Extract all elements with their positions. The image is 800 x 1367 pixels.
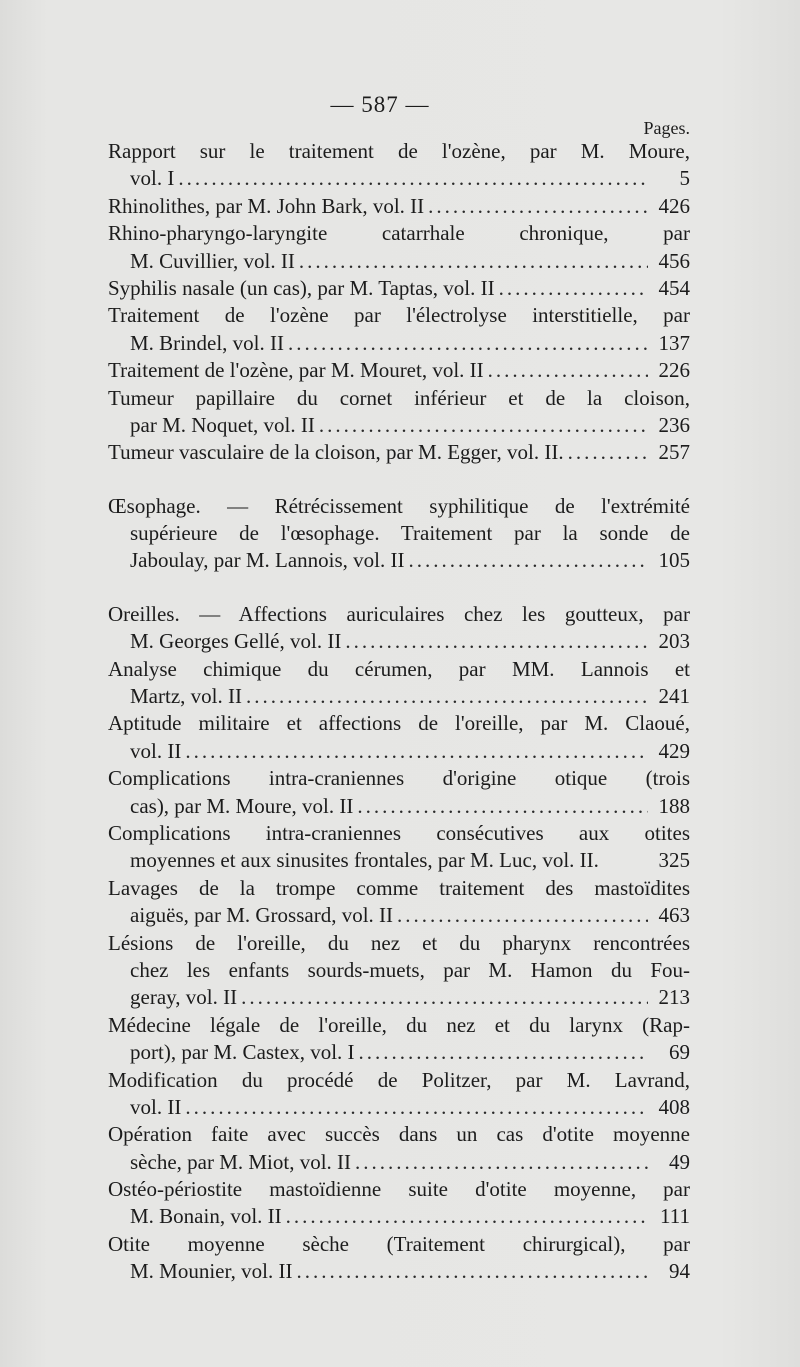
dot-leader bbox=[185, 1094, 648, 1121]
index-line bbox=[108, 984, 690, 1011]
entry-text: Traitement de l'ozène par l'électrolyse interstitielle, par bbox=[108, 303, 690, 328]
index-line bbox=[108, 412, 690, 439]
entry-text: vol. II bbox=[130, 1094, 182, 1119]
entry-text: Analyse chimique du cérumen, par MM. Lannois et bbox=[108, 656, 690, 681]
index-line bbox=[108, 1258, 690, 1285]
index-line bbox=[108, 1149, 690, 1176]
entry-page-number: 213 bbox=[658, 985, 690, 1010]
entry-page-number: 69 bbox=[669, 1040, 690, 1065]
entry-text: cas), par M. Moure, vol. II bbox=[130, 793, 354, 818]
index-line bbox=[108, 1203, 690, 1230]
entry-page-number: 94 bbox=[669, 1259, 690, 1284]
index-line bbox=[108, 1039, 690, 1066]
dot-leader bbox=[357, 793, 648, 820]
dot-leader bbox=[359, 1039, 648, 1066]
entry-text: Complications intra-craniennes consécutives aux otites bbox=[108, 820, 690, 845]
entry-text: port), par M. Castex, vol. I bbox=[130, 1040, 355, 1065]
entry-text: M. Georges Gellé, vol. II bbox=[130, 629, 342, 654]
entry-page-number: 188 bbox=[658, 793, 690, 818]
index-line bbox=[108, 875, 690, 902]
index-line bbox=[108, 220, 690, 247]
dot-leader bbox=[241, 984, 648, 1011]
entry-page-number: 5 bbox=[679, 166, 690, 191]
dot-leader bbox=[499, 275, 648, 302]
entry-page-number: 408 bbox=[658, 1094, 690, 1119]
index-line bbox=[108, 357, 690, 384]
dot-leader bbox=[185, 738, 648, 765]
index-line bbox=[108, 275, 690, 302]
entry-page-number: 49 bbox=[669, 1149, 690, 1174]
index-entries bbox=[108, 138, 690, 1286]
entry-text: Rhinolithes, par M. John Bark, vol. II bbox=[108, 193, 425, 218]
entry-text: Syphilis nasale (un cas), par M. Taptas, vol. II bbox=[108, 275, 495, 300]
index-line bbox=[108, 847, 690, 874]
index-line bbox=[108, 330, 690, 357]
dot-leader bbox=[288, 330, 648, 357]
entry-text: Jaboulay, par M. Lannois, vol. II bbox=[130, 548, 405, 573]
entry-text: Aptitude militaire et affections de l'oreille, par M. Claoué, bbox=[108, 711, 690, 736]
entry-text: vol. II bbox=[130, 738, 182, 763]
entry-text: Lésions de l'oreille, du nez et du pharynx rencontrées bbox=[108, 930, 690, 955]
section-gap bbox=[108, 467, 690, 493]
section-gap bbox=[108, 575, 690, 601]
dot-leader bbox=[319, 412, 648, 439]
entry-text: Lavages de la trompe comme traitement des mastoïdites bbox=[108, 875, 690, 900]
entry-text: Otite moyenne sèche (Traitement chirurgical), par bbox=[108, 1231, 690, 1256]
entry-page-number: 463 bbox=[658, 903, 690, 928]
entry-text: Ostéo-périostite mastoïdienne suite d'otite moyenne, par bbox=[108, 1177, 690, 1202]
index-line bbox=[108, 493, 690, 520]
index-line bbox=[108, 165, 690, 192]
entry-text: aiguës, par M. Grossard, vol. II bbox=[130, 903, 394, 928]
entry-text: M. Mounier, vol. II bbox=[130, 1259, 293, 1284]
index-line bbox=[108, 601, 690, 628]
dot-leader bbox=[568, 439, 648, 466]
entry-page-number: 454 bbox=[658, 275, 690, 300]
entry-text: chez les enfants sourds-muets, par M. Hamon du Fou- bbox=[130, 957, 690, 982]
index-line bbox=[108, 957, 690, 984]
index-line bbox=[108, 1176, 690, 1203]
entry-text: M. Brindel, vol. II bbox=[130, 330, 284, 355]
dot-leader bbox=[409, 547, 649, 574]
index-line bbox=[108, 193, 690, 220]
dot-leader bbox=[345, 628, 648, 655]
entry-text: par M. Noquet, vol. II bbox=[130, 412, 315, 437]
entry-page-number: 325 bbox=[658, 848, 690, 873]
index-line bbox=[108, 683, 690, 710]
entry-page-number: 456 bbox=[658, 248, 690, 273]
entry-text: Opération faite avec succès dans un cas d'otite moyenne bbox=[108, 1122, 690, 1147]
entry-text: M. Bonain, vol. II bbox=[130, 1204, 282, 1229]
index-line bbox=[108, 710, 690, 737]
entry-page-number: 236 bbox=[658, 412, 690, 437]
entry-page-number: 429 bbox=[658, 738, 690, 763]
index-line bbox=[108, 1121, 690, 1148]
entry-text: Rapport sur le traitement de l'ozène, par M. Moure, bbox=[108, 139, 690, 163]
dot-leader bbox=[488, 357, 648, 384]
entry-page-number: 137 bbox=[658, 330, 690, 355]
index-line bbox=[108, 1012, 690, 1039]
entry-page-number: 257 bbox=[658, 440, 690, 465]
entry-page-number: 203 bbox=[658, 629, 690, 654]
entry-text: Tumeur vasculaire de la cloison, par M. Egger, vol. II. bbox=[108, 440, 564, 465]
dot-leader bbox=[286, 1203, 648, 1230]
index-line bbox=[108, 1067, 690, 1094]
index-line bbox=[108, 547, 690, 574]
entry-text: Médecine légale de l'oreille, du nez et du larynx (Rap- bbox=[108, 1012, 690, 1037]
dot-leader bbox=[178, 165, 648, 192]
index-line bbox=[108, 628, 690, 655]
entry-text: vol. I bbox=[130, 166, 175, 191]
entry-text: Traitement de l'ozène, par M. Mouret, vol. II bbox=[108, 358, 484, 383]
entry-text: Rhino-pharyngo-laryngite catarrhale chronique, par bbox=[108, 221, 690, 246]
dot-leader bbox=[299, 248, 648, 275]
pages-column-label: Pages. bbox=[643, 118, 690, 138]
dot-leader bbox=[397, 902, 648, 929]
entry-text: Modification du procédé de Politzer, par M. Lavrand, bbox=[108, 1067, 690, 1092]
entry-text: sèche, par M. Miot, vol. II bbox=[130, 1149, 352, 1174]
index-line bbox=[108, 765, 690, 792]
entry-text: moyennes et aux sinusites frontales, par M. Luc, vol. II. bbox=[130, 848, 599, 873]
dot-leader bbox=[246, 683, 648, 710]
index-line bbox=[108, 793, 690, 820]
index-line bbox=[108, 738, 690, 765]
entry-text: Oreilles. — Affections auriculaires chez les goutteux, par bbox=[108, 601, 690, 626]
index-line bbox=[108, 902, 690, 929]
entry-page-number: 226 bbox=[658, 358, 690, 383]
dot-leader bbox=[428, 193, 648, 220]
index-line bbox=[108, 1094, 690, 1121]
index-line bbox=[108, 385, 690, 412]
entry-text: Tumeur papillaire du cornet inférieur et de la cloison, bbox=[108, 385, 690, 410]
entry-text: Complications intra-craniennes d'origine otique (trois bbox=[108, 766, 690, 791]
index-line bbox=[108, 930, 690, 957]
entry-text: Œsophage. — Rétrécissement syphilitique de l'extrémité bbox=[108, 493, 690, 518]
index-line bbox=[108, 820, 690, 847]
index-line bbox=[108, 439, 690, 466]
index-line bbox=[108, 520, 690, 547]
entry-page-number: 241 bbox=[658, 684, 690, 709]
entry-page-number: 111 bbox=[660, 1204, 690, 1229]
index-line bbox=[108, 248, 690, 275]
index-line bbox=[108, 1231, 690, 1258]
index-line bbox=[108, 302, 690, 329]
entry-page-number: 426 bbox=[658, 193, 690, 218]
index-line bbox=[108, 138, 690, 165]
entry-text: Martz, vol. II bbox=[130, 684, 242, 709]
index-line bbox=[108, 656, 690, 683]
dot-leader bbox=[296, 1258, 648, 1285]
entry-text: M. Cuvillier, vol. II bbox=[130, 248, 295, 273]
entry-text: geray, vol. II bbox=[130, 985, 238, 1010]
dot-leader bbox=[355, 1149, 648, 1176]
page-number: — 587 — bbox=[330, 92, 430, 117]
entry-text: supérieure de l'œsophage. Traitement par la sonde de bbox=[130, 521, 690, 546]
entry-page-number: 105 bbox=[658, 548, 690, 573]
